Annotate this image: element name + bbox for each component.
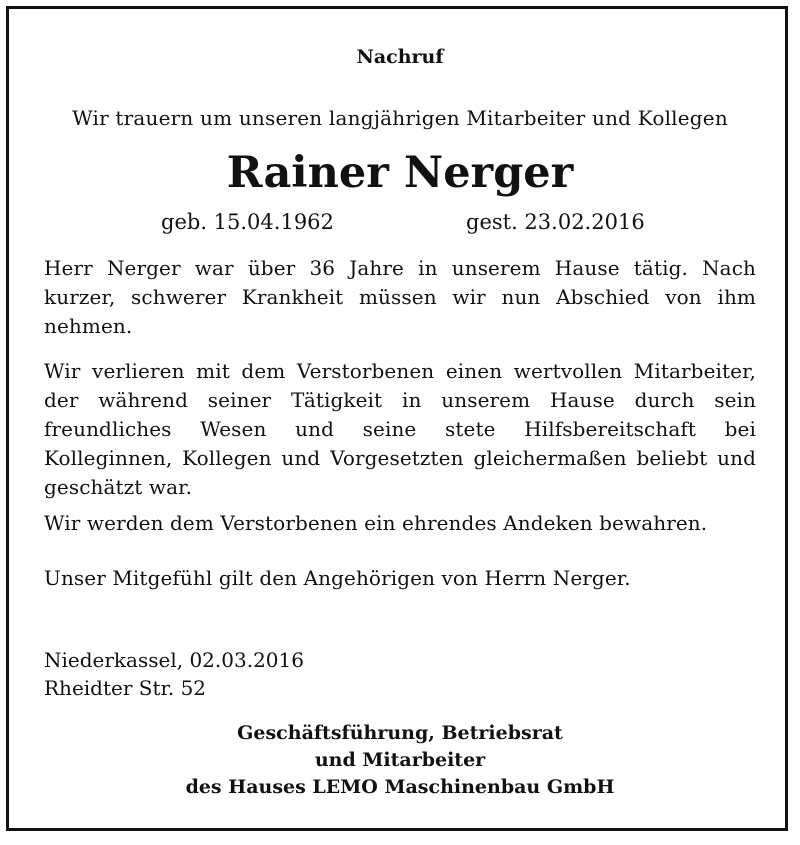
death-date: gest. 23.02.2016 [466,210,645,234]
paragraph-tribute: Wir verlieren mit dem Verstorbenen einen wertvollen Mitarbeiter, der während seiner Tätigkeit in unserem Hause durch sein freundliches Wesen und seine stete Hilfsbereitschaft bei Kolleginnen, Kollegen und Vorgesetzten gleichermaßen beliebt und geschätzt war. [44,359,756,499]
place-and-address [44,646,304,702]
intro-line: Wir trauern um unseren langjährigen Mitarbeiter und Kollegen [72,106,728,130]
paragraph-service: Herr Nerger war über 36 Jahre in unserem Hause tätig. Nach kurzer, schwerer Krankheit müssen wir nun Abschied von ihm nehmen. [44,256,756,338]
notice-heading: Nachruf [356,46,444,68]
signature-line: Geschäftsführung, Betriebsrat [237,722,563,744]
signature-block [44,720,756,801]
signature-line: und Mitarbeiter [314,749,486,771]
birth-date: geb. 15.04.1962 [161,210,334,234]
paragraph-condolence: Unser Mitgefühl gilt den Angehörigen von Herrn Nerger. [44,566,631,590]
deceased-name: Rainer Nerger [226,148,574,198]
street-address: Rheidter Str. 52 [44,676,207,700]
place-date: Niederkassel, 02.03.2016 [44,648,304,672]
signature-line: des Hauses LEMO Maschinenbau GmbH [185,776,615,798]
paragraph-memory: Wir werden dem Verstorbenen ein ehrendes Andeken bewahren. [44,511,708,535]
